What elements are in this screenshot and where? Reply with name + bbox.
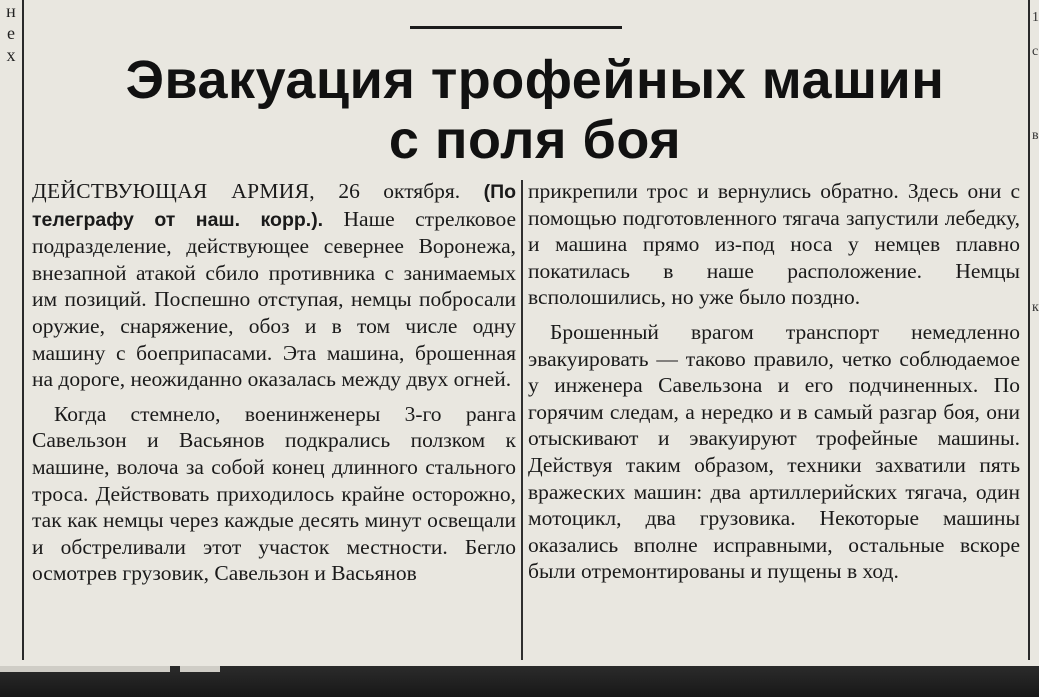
dateline — [32, 179, 484, 203]
margin-letter: к — [1032, 300, 1039, 315]
article-column-right — [528, 178, 1020, 585]
lead-text: Наше стрелковое подразделение, действующее севернее Воронежа, внезапной атакой сбило противника с занимаемых им позиций. Поспешно отступая, немцы побросали оружие, снаряжение, обоз и в том числе одну машину с боеприпасами. Эта машина, брошенная на дороге, неожиданно оказалась между двух огней. — [32, 206, 516, 392]
left-margin-fragment — [0, 0, 22, 100]
headline-line-2: с поля боя — [388, 110, 682, 170]
body-paragraph-continued: прикрепили трос и вернулись обратно. Здесь они с помощью подготовленного тягача запустили лебедку, и машина прямо из-под носа у немцев плавно покатилась в наше расположение. Немцы всполошились, но уже было поздно. — [528, 179, 1020, 310]
headline-line-1: Эвакуация трофейных машин — [125, 50, 945, 110]
margin-letter: х — [6, 45, 16, 65]
header-rule — [410, 26, 622, 29]
column-divider — [521, 180, 523, 660]
right-margin-fragment — [1032, 0, 1039, 660]
dateline-place: ДЕЙСТВУЮЩАЯ АРМИЯ, — [32, 179, 315, 203]
dateline-date: 26 октября. — [338, 179, 461, 203]
body-paragraph: Брошенный врагом транспорт немедленно эвакуировать — таково правило, четко соблюдаемое у инженера Савельзона и его подчиненных. По горячим следам, а нередко и в самый разгар боя, они отыскивают и эвакуируют трофейные машины. Действуя таким образом, техники захватили пять вражеских машин: два артиллерийских тягача, один мотоцикл, два грузовика. Некоторые машины оказались вполне исправными, остальные вскоре были отремонтированы и пущены в ход. — [528, 319, 1020, 584]
lead-paragraph — [32, 178, 516, 393]
margin-letter: в — [1032, 128, 1039, 143]
margin-letter: е — [7, 23, 15, 43]
article-headline — [40, 50, 1030, 170]
margin-letter: 1 — [1032, 10, 1039, 25]
left-column-rule — [22, 0, 24, 660]
page-bottom-border — [0, 666, 1039, 697]
body-paragraph: Когда стемнело, военинженеры 3-го ранга Савельзон и Васьянов подкрались ползком к машине, волоча за собой конец длинного стального троса. Действовать приходилось крайне осторожно, так как немцы через каждые десять минут освещали и обстреливали этот участок местности. Бегло осмотрев грузовик, Савельзон и Васьянов — [32, 401, 516, 586]
article-column-left — [32, 178, 516, 587]
margin-letter: с — [1032, 44, 1039, 59]
margin-letter: н — [6, 1, 16, 21]
correspondent-credit: (По телеграфу от наш. корр.). — [32, 181, 516, 231]
border-highlight — [180, 666, 220, 672]
border-highlight — [0, 666, 170, 672]
